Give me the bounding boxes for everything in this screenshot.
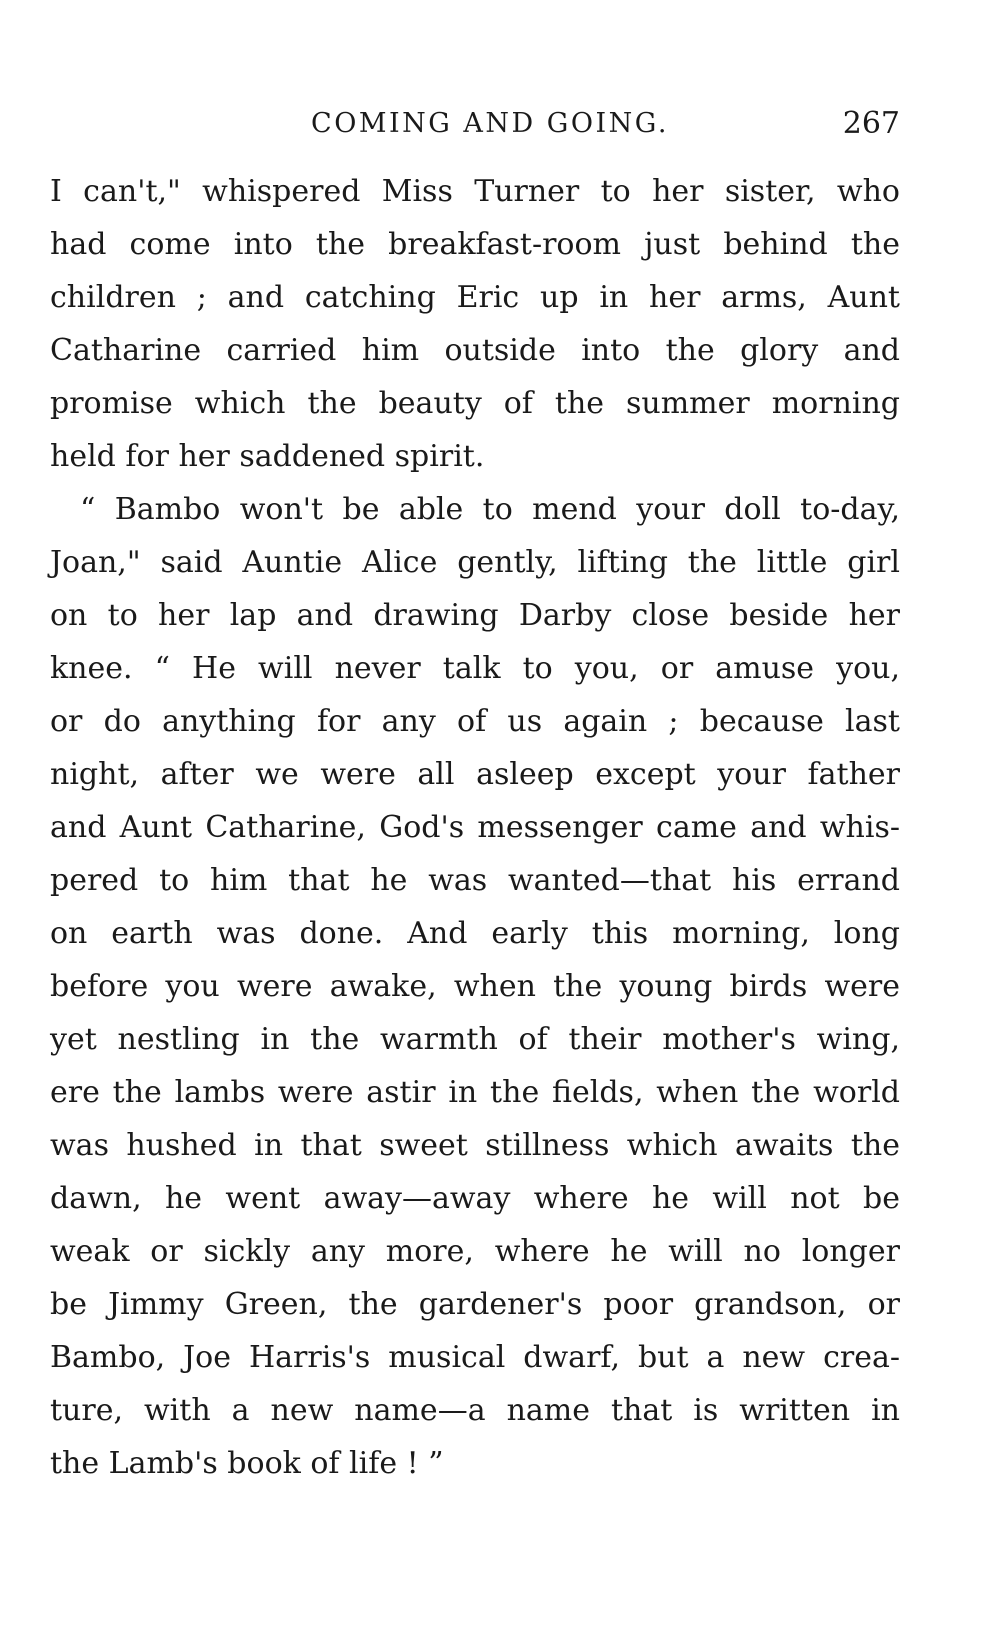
- text-line: be Jimmy Green, the gardener's poor grandson, or: [50, 1287, 900, 1322]
- text-line: before you were awake, when the young birds were: [50, 969, 900, 1004]
- running-head: [50, 104, 900, 144]
- paragraph: [50, 483, 900, 1490]
- text-line: was hushed in that sweet stillness which awaits the: [50, 1128, 900, 1163]
- text-line: Bambo, Joe Harris's musical dwarf, but a new crea-: [50, 1340, 900, 1375]
- text-line: or do anything for any of us again ; because last: [50, 704, 900, 739]
- text-line: and Aunt Catharine, God's messenger came and whis-: [50, 810, 900, 845]
- text-line: had come into the breakfast-room just behind the: [50, 227, 900, 262]
- body-text: [50, 165, 900, 1490]
- text-line: yet nestling in the warmth of their mother's wing,: [50, 1022, 900, 1057]
- text-line: Catharine carried him outside into the glory and: [50, 333, 900, 368]
- text-line: ere the lambs were astir in the fields, when the world: [50, 1075, 900, 1110]
- page-number: 267: [842, 106, 900, 141]
- text-line: on earth was done. And early this morning, long: [50, 916, 900, 951]
- text-line: ture, with a new name—a name that is written in: [50, 1393, 900, 1428]
- text-line: weak or sickly any more, where he will no longer: [50, 1234, 900, 1269]
- text-line: night, after we were all asleep except your father: [50, 757, 900, 792]
- paragraph: [50, 165, 900, 483]
- text-line: pered to him that he was wanted—that his errand: [50, 863, 900, 898]
- text-line: the Lamb's book of life ! ”: [50, 1446, 444, 1481]
- text-line: dawn, he went away—away where he will not be: [50, 1181, 900, 1216]
- text-line: promise which the beauty of the summer morning: [50, 386, 900, 421]
- text-line: “ Bambo won't be able to mend your doll to-day,: [80, 492, 900, 527]
- text-line: on to her lap and drawing Darby close beside her: [50, 598, 900, 633]
- text-line: children ; and catching Eric up in her arms, Aunt: [50, 280, 900, 315]
- text-line: I can't," whispered Miss Turner to her sister, who: [50, 174, 900, 209]
- text-line: held for her saddened spirit.: [50, 439, 485, 474]
- text-line: knee. “ He will never talk to you, or amuse you,: [50, 651, 900, 686]
- text-line: Joan," said Auntie Alice gently, lifting the little girl: [50, 545, 900, 580]
- running-title: COMING AND GOING.: [311, 108, 669, 139]
